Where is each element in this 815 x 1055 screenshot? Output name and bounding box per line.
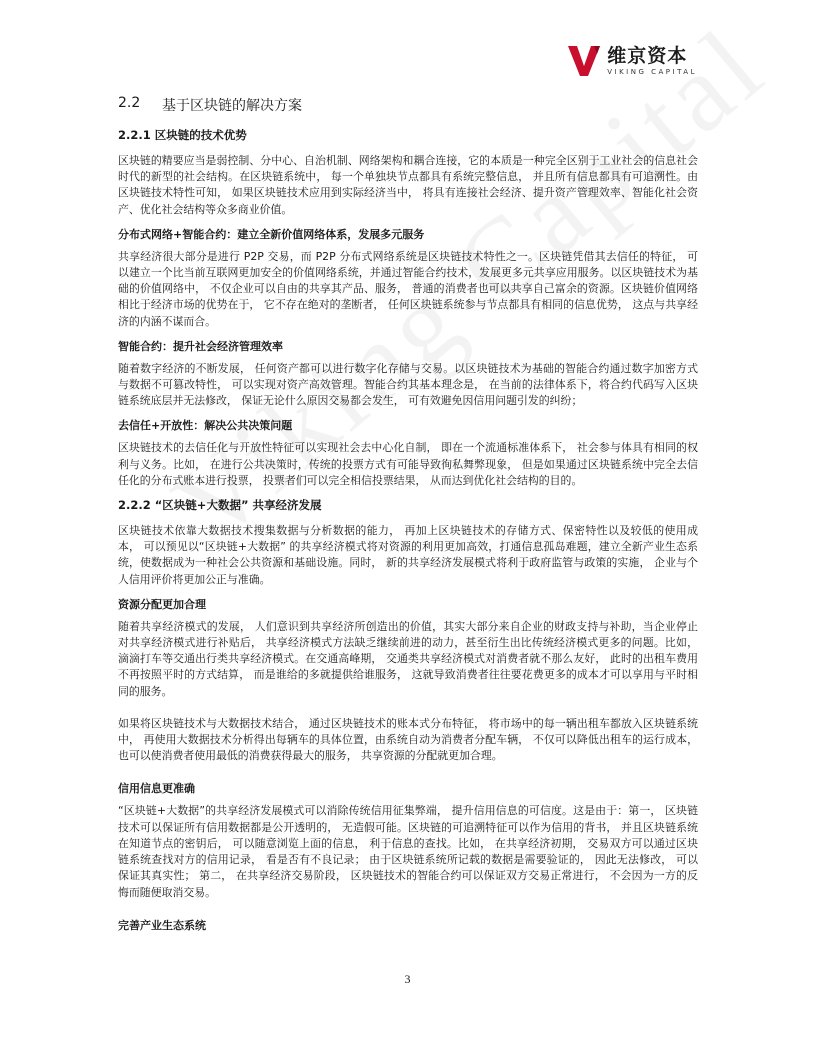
section-heading — [118, 95, 698, 115]
paragraph: “区块链+大数据”的共享经济发展模式可以消除传统信用征集弊端， 提升信用信息的可信度。这是由于：第一， 区块链技术可以保证所有信用数据都是公开透明的， 无造假可能。区块链的可追溯特征可以作为信用的背书， 并且区块链系统在知道节点的密钥后， 可以随意浏览上面的信息， 利于信息的查找。比如， 在共享经济初期， 交易双方可以通过区块链系统查找对方的信用记录， 看是否有不良记录； 由于区块链系统所记载的数据是需要验证的， 因此无法修改， 可以保证其真实性； 第二， 在共享经济交易阶段， 区块链技术的智能合约可以保证双方交易正常进行， 不会因为一方的反悔而随便取消交易。 — [118, 804, 698, 899]
paragraph: 随着共享经济模式的发展， 人们意识到共享经济所创造出的价值，其实大部分来自企业的财政支持与补助，当企业停止对共享经济模式进行补贴后， 共享经济模式方法缺乏继续前进的动力，甚至衍生出比传统经济模式更多的问题。比如， 滴滴打车等交通出行类共享经济模式。在交通高峰期， 交通类共享经济模式对消费者就不那么友好， 此时的出租车费用不再按照平时的方式结算， 而是谁给的多就提供给谁服务， 这就导致消费者往往要花费更多的成本才可以享用与平时相同的服务。 — [118, 619, 698, 698]
paragraph: 区块链技术依靠大数据技术搜集数据与分析数据的能力， 再加上区块链技术的存储方式、保密特性以及较低的使用成本， 可以预见以“区块链+大数据” 的共享经济模式将对资源的利用更加高效，打通信息孤岛难题，建立全新产业生态系统，使数据成为一种社会公共资源和基础设施。同时， 新的共享经济发展模式将利于政府监管与政策的实施， 企业与个人信用评价将更加公正与准确。 — [118, 524, 698, 586]
paragraph: 如果将区块链技术与大数据技术结合， 通过区块链技术的账本式分布特征， 将市场中的每一辆出租车都放入区块链系统中， 再使用大数据技术分析得出每辆车的具体位置，由系统自动为消费者分配车辆， 不仅可以降低出租车的运行成本， 也可以使消费者使用最低的消费获得最大的服务， 共享资源的分配就更加合理。 — [118, 716, 698, 763]
topic-heading: 分布式网络+智能合约：建立全新价值网络体系，发展多元服务 — [118, 227, 425, 241]
topic-heading: 智能合约：提升社会经济管理效率 — [118, 339, 283, 353]
logo-english-name: VIKING CAPITAL — [607, 68, 697, 76]
topic-heading: 资源分配更加合理 — [118, 597, 206, 611]
topic-heading: 信用信息更准确 — [118, 782, 195, 796]
subsection-heading-2-2-1: 2.2.1 区块链的技术优势 — [118, 128, 247, 142]
topic-heading: 完善产业生态系统 — [118, 918, 206, 932]
logo-chinese-name: 维京资本 — [607, 45, 688, 67]
section-title: 基于区块链的解决方案 — [162, 98, 302, 114]
paragraph: 随着数字经济的不断发展， 任何资产都可以进行数字化存储与交易。以区块链技术为基础的智能合约通过数字加密方式与数据不可篡改特性， 可以实现对资产高效管理。智能合约其基本理念是， 在当前的法律体系下，将合约代码写入区块链系统底层并无法修改， 保证无论什么原因交易都会发生， 可有效避免因信用问题引发的纠纷； — [118, 361, 698, 408]
section-number: 2.2 — [118, 95, 141, 111]
page-number: 3 — [404, 972, 411, 986]
document-body — [118, 95, 698, 940]
topic-heading: 去信任+开放性：解决公共决策问题 — [118, 419, 293, 433]
subsection-heading-2-2-2: 2.2.2 “区块链+大数据” 共享经济发展 — [118, 498, 322, 513]
paragraph: 区块链的精要应当是弱控制、分中心、自治机制、网络架构和耦合连接，它的本质是一种完全区别于工业社会的信息社会时代的新型的社会结构。在区块链系统中， 每一个单独块节点都具有系统完整信息， 并且所有信息都具有可追溯性。由区块链技术特性可知， 如果区块链技术应用到实际经济当中， 将具有连接社会经济、提升资产管理效率、智能化社会资产、优化社会结构等众多商业价值。 — [118, 154, 698, 216]
viking-capital-logo-icon — [567, 44, 601, 78]
paragraph: 区块链技术的去信任化与开放性特征可以实现社会去中心化自制， 即在一个流通标准体系下， 社会参与体具有相同的权利与义务。比如， 在进行公共决策时，传统的投票方式有可能导致徇私舞弊现象， 但是如果通过区块链系统中完全去信任化的分布式账本进行投票， 投票者们可以完全相信投票结果， 从而达到优化社会结构的目的。 — [118, 441, 698, 487]
paragraph: 共享经济很大部分是进行 P2P 交易，而 P2P 分布式网络系统是区块链技术特性之一。区块链凭借其去信任的特征， 可以建立一个比当前互联网更加安全的价值网络系统，并通过智能合约技术，发展更多元共享应用服务。以区块链技术为基础的价值网络中， 不仅企业可以自由的共享其产品、服务， 普通的消费者也可以共享自己富余的资源。区块链价值网络相比于经济市场的优势在于， 它不存在绝对的垄断者， 任何区块链系统参与节点都具有相同的信息优势， 这点与共享经济的内涵不谋而合。 — [118, 249, 698, 328]
